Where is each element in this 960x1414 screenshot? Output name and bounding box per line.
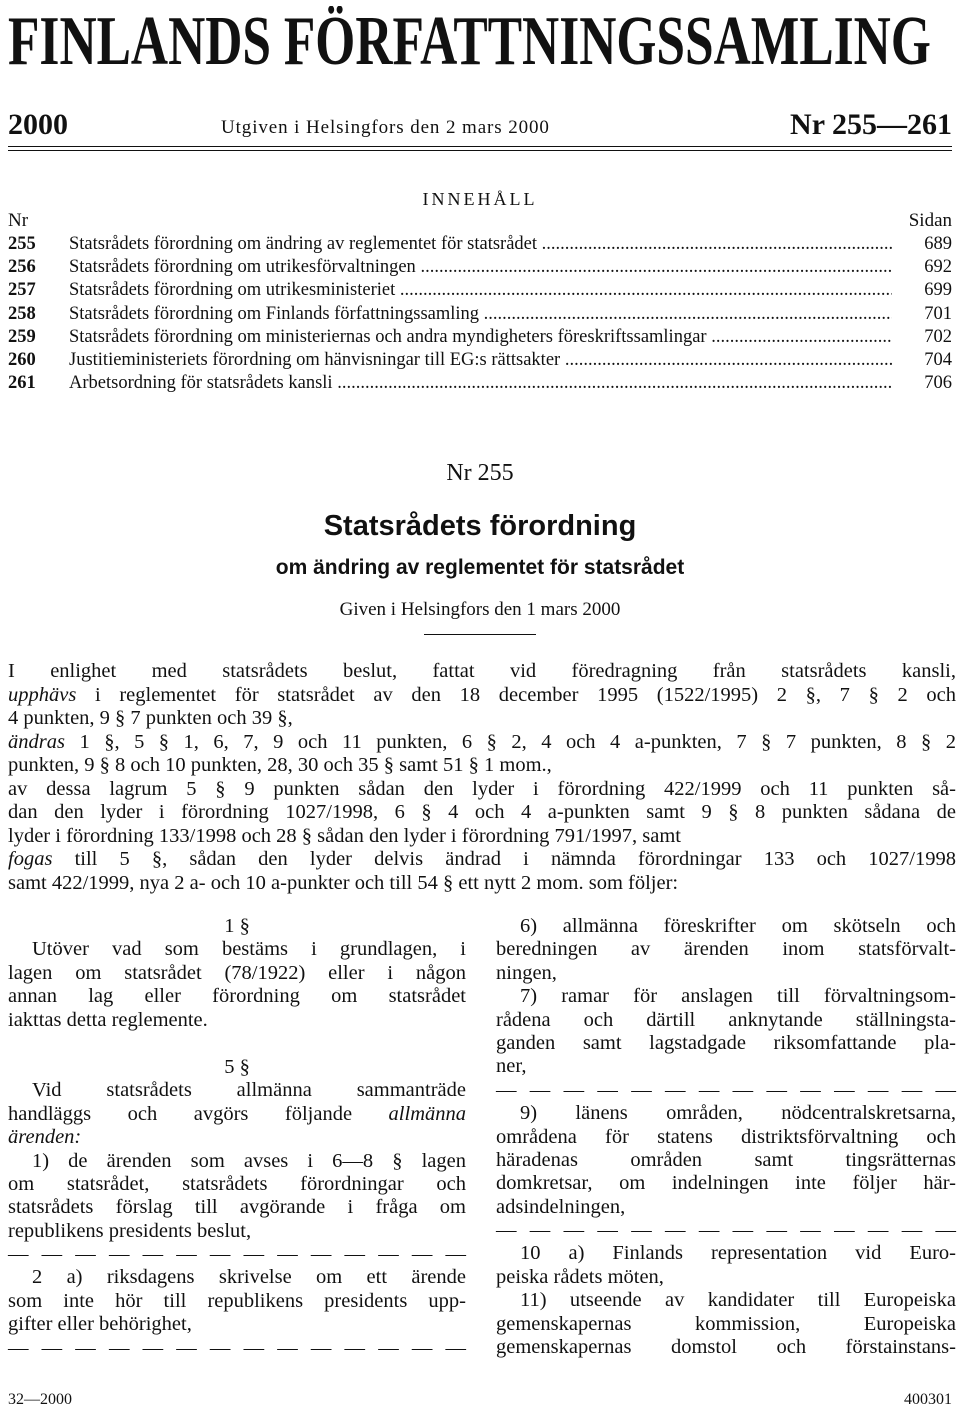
toc-entry-page: 692 — [924, 257, 952, 278]
preamble-line: fogas till 5 §, sådan den lyder delvis ändrad i nämnda förordningar 133 och 1027/1998 — [8, 848, 956, 870]
footer-issue-code: 32—2000 — [8, 1391, 72, 1408]
issue-numbers: Nr 255—261 — [790, 108, 952, 141]
body-line: gemenskapernas domstol och förstainstans- — [496, 1336, 956, 1359]
toc-entry-number: 260 — [8, 349, 36, 370]
footer-print-code: 400301 — [904, 1391, 952, 1408]
body-line: 2 a) riksdagens skrivelse om ett ärende — [32, 1266, 466, 1289]
toc-entry-number: 261 — [8, 373, 36, 394]
header-rule-bottom — [8, 150, 952, 151]
toc-entry[interactable] — [8, 279, 952, 302]
body-line: gemenskapernas kommission, Europeiska — [496, 1312, 956, 1335]
publication-title: FINLANDS FÖRFATTNINGSSAMLING — [8, 6, 931, 78]
omission-dashes: — — — — — — — — — — — — — — — [496, 1078, 956, 1101]
toc-entry-title: Statsrådets förordning om ändring av reglementet för statsrådet ..... — [69, 233, 892, 256]
body-line: lagen om statsrådet (78/1922) eller i någon — [8, 961, 466, 984]
preamble-line: dan den lyder i förordning 1027/1998, 6 § 4 och 4 a-punkten samt 9 § 8 punkten sådana de — [8, 801, 956, 823]
toc-entry-title: Justitieministeriets förordning om hänvisningar till EG:s rättsakter ..... — [69, 349, 892, 372]
body-line: Vid statsrådets allmänna sammanträde — [32, 1079, 466, 1102]
preamble-line: samt 422/1999, nya 2 a- och 10 a-punkter och till 54 § ett nytt 2 mom. som följer: — [8, 871, 679, 894]
keyword-upphavs: upphävs — [8, 683, 77, 706]
body-line: beredningen av ärenden inom statsförvalt- — [496, 938, 956, 961]
body-line: republikens presidents beslut, — [8, 1219, 252, 1242]
preamble-line: lyder i förordning 133/1998 och 28 § sådan den lyder i förordning 791/1997, samt — [8, 824, 681, 847]
toc-entry-number: 257 — [8, 280, 36, 301]
omission-dashes: — — — — — — — — — — — — — — — [496, 1219, 956, 1242]
statute-number: Nr 255 — [446, 460, 514, 486]
preamble-line: upphävs i reglementet för statsrådet av den 18 december 1995 (1522/1995) 2 §, 7 § 2 och — [8, 683, 956, 706]
toc-entry-title: Statsrådets förordning om utrikesministeriet ..... — [69, 279, 892, 302]
body-line: om statsrådet, statsrådets förordningar och — [8, 1172, 466, 1195]
body-line: 11) utseende av kandidater till Europeiska — [520, 1289, 956, 1312]
issue-date: Utgiven i Helsingfors den 2 mars 2000 — [221, 117, 550, 138]
preamble-line: punkten, 9 § 8 och 10 punkten, 28, 30 och 35 § samt 51 § 1 mom., — [8, 754, 552, 776]
toc-entry-page: 701 — [924, 303, 952, 324]
keyword-andras: ändras — [8, 730, 65, 753]
body-line: 7) ramar för anslagen till förvaltningsom- — [520, 985, 956, 1008]
body-line: rådena och därtill anknytande ställningsta- — [496, 1008, 956, 1031]
toc-entry-title: Arbetsordning för statsrådets kansli ..... — [69, 372, 892, 395]
body-line: ner, — [496, 1055, 527, 1078]
given-date: Given i Helsingfors den 1 mars 2000 — [339, 599, 621, 620]
issue-year: 2000 — [8, 108, 68, 141]
keyword-fogas: fogas — [8, 848, 53, 870]
body-line: domkretsar, om indelningen inte följer här- — [496, 1172, 956, 1195]
body-line: peiska rådets möten, — [496, 1265, 664, 1288]
statute-subtitle: om ändring av reglementet för statsrådet — [275, 556, 685, 579]
body-line: statsrådets förslag till avgörande i fråga om — [8, 1196, 466, 1219]
toc-nr-header: Nr — [8, 210, 29, 231]
body-line: som inte hör till republikens presidents upp- — [8, 1289, 466, 1312]
toc-entry[interactable] — [8, 349, 952, 372]
preamble-line: I enlighet med statsrådets beslut, fattat vid föredragning från statsrådets kansli, — [8, 660, 956, 682]
preamble-line: ändras 1 §, 5 § 1, 6, 7, 9 och 11 punkten, 6 § 2, 4 och 4 a-punkten, 7 § 7 punkten, 8 § 2 — [8, 730, 956, 753]
toc-entry[interactable] — [8, 233, 952, 256]
toc-entry-page: 706 — [924, 373, 952, 394]
body-line: 9) länens områden, nödcentralskretsarna, — [520, 1102, 956, 1125]
masthead — [8, 6, 956, 78]
toc-column-headers — [8, 210, 952, 232]
body-line: ningen, — [496, 961, 557, 984]
divider — [424, 634, 536, 635]
toc-entry[interactable] — [8, 256, 952, 279]
issue-line — [8, 108, 952, 142]
left-column — [8, 915, 466, 1360]
section-heading: 5 § — [224, 1055, 250, 1078]
toc-entry-title: Statsrådets förordning om Finlands författningssamling ..... — [69, 303, 892, 326]
toc-list — [8, 233, 952, 395]
toc-entry-page: 699 — [924, 280, 952, 301]
body-line: områdena för statens distriktsförvaltning och — [496, 1125, 956, 1148]
body-line: handläggs och avgörs följande allmänna — [8, 1102, 466, 1125]
toc-entry-number: 256 — [8, 257, 36, 278]
preamble-line: 4 punkten, 9 § 7 punkten och 39 §, — [8, 707, 293, 729]
header-rule-top — [8, 146, 952, 147]
toc-entry-number: 259 — [8, 326, 36, 347]
body-line: Utöver vad som bestäms i grundlagen, i — [32, 938, 466, 961]
preamble — [8, 660, 956, 895]
body-line: ärenden: — [8, 1126, 82, 1149]
body-line: 1) de ärenden som avses i 6—8 § lagen — [32, 1149, 466, 1172]
toc-page-header: Sidan — [908, 210, 952, 231]
toc-entry-title: Statsrådets förordning om utrikesförvaltningen ..... — [69, 256, 892, 279]
preamble-line: av dessa lagrum 5 § 9 punkten sådan den lyder i förordning 422/1999 och 11 punkten så- — [8, 777, 956, 800]
toc-entry-page: 689 — [924, 234, 952, 254]
toc-entry[interactable] — [8, 372, 952, 395]
toc-entry-number: 255 — [8, 234, 36, 254]
toc-heading: INNEHÅLL — [422, 189, 538, 209]
body-line: iakttas detta reglemente. — [8, 1008, 208, 1031]
body-line: adsindelningen, — [496, 1195, 626, 1218]
section-heading: 1 § — [224, 915, 250, 937]
statute-title: Statsrådets förordning — [323, 510, 637, 542]
body-line: häradenas områden samt tingsrätternas — [496, 1148, 956, 1171]
toc-entry-page: 702 — [924, 326, 952, 347]
omission-dashes: — — — — — — — — — — — — — — — [8, 1243, 466, 1266]
right-column — [496, 915, 956, 1359]
body-line: 10 a) Finlands representation vid Euro- — [520, 1242, 956, 1265]
toc-entry[interactable] — [8, 326, 952, 349]
body-line: 6) allmänna föreskrifter om skötseln och — [520, 915, 956, 937]
body-line: gifter eller behörighet, — [8, 1313, 192, 1336]
toc-entry-page: 704 — [924, 349, 952, 370]
toc-entry[interactable] — [8, 303, 952, 326]
toc-entry-number: 258 — [8, 303, 36, 324]
body-line: annan lag eller förordning om statsrådet — [8, 985, 466, 1008]
omission-dashes: — — — — — — — — — — — — — — — [8, 1336, 466, 1359]
body-line: ganden samt lagstadgade riksomfattande pla- — [496, 1031, 956, 1054]
toc-entry-title: Statsrådets förordning om ministeriernas och andra myndigheters föreskriftssamlingar ..... — [69, 326, 892, 349]
